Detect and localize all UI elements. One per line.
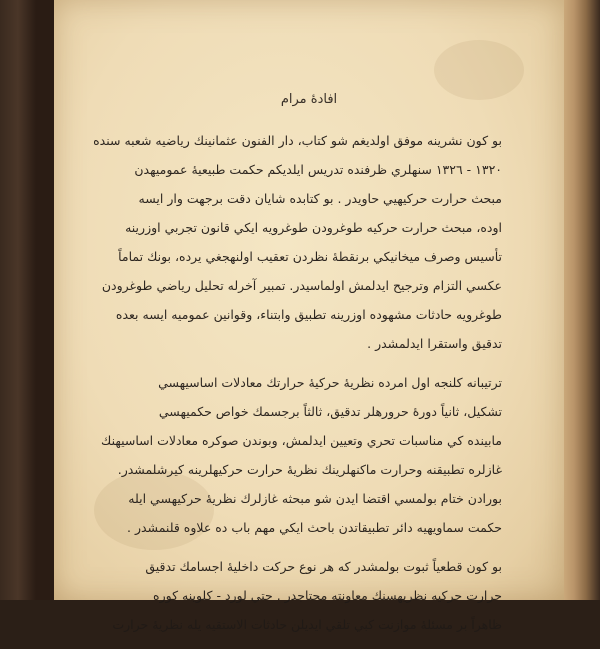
text-line: ظاهراً بر مسئلهٔ موازنت كبي تلقي ايديلن حادثات الاستقيه يله نظريهٔ حرارت xyxy=(112,617,502,632)
book-page xyxy=(54,0,564,632)
text-line: بورادن ختام بولمسي اقتضا ايدن شو مبحثه غازلرك نظريهٔ حركيهسي ايله xyxy=(128,491,502,506)
text-line: غازلره تطبيقنه وحرارت ماكنهلرينك نظريهٔ حرارت حركيهلرينه كيرشلمشدر. xyxy=(117,462,502,477)
text-line: تشكيل، ثانياً دورهٔ حرورهلر تدقيق، ثالثاً برجسمك خواص حكميهسي xyxy=(158,404,502,419)
book-spine-edge xyxy=(564,0,600,600)
text-line: حرارت حركيه نظريهسنك معاونته محتاجدر . حتي لورد - كلوينه كوره xyxy=(153,588,502,603)
text-line: مابينده كي مناسبات تحري وتعيين ايدلمش، وبوندن صوكره معادلات اساسيهنك xyxy=(101,433,502,448)
text-line: تدقيق واستقرا ايدلمشدر . xyxy=(367,336,502,351)
paper-stain xyxy=(434,40,524,100)
text-line: حكمت سماويهيه دائر تطبيقاتدن باحث ايكي مهم باب ده علاوه قلنمشدر . xyxy=(127,520,502,535)
body-text xyxy=(93,126,502,649)
text-line: ترتيبانه كلنجه اول امرده نظريهٔ حركيهٔ حرارتك معادلات اساسيهسي xyxy=(158,375,502,390)
page-header: افادهٔ مرام xyxy=(280,92,338,107)
text-line: بو كون قطعياً ثبوت بولمشدر كه هر نوع حركت داخليهٔ اجسامك تدقيق xyxy=(145,559,502,574)
text-line: ١٣٢٠ - ١٣٢٦ سنهلري ظرفنده تدريس ايلديكم حكمت طبيعيهٔ عموميهدن xyxy=(134,162,502,177)
paragraph-2 xyxy=(101,368,502,542)
text-line: تأسيس وصرف ميخانيكي برنقطهٔ نظردن تعقيب اولنهجغي يرده، بونك تماماً xyxy=(118,249,502,264)
paragraph-3 xyxy=(112,552,502,639)
paragraph-1 xyxy=(93,126,502,358)
text-line: طوغرويه حادثات مشهوده اوزرينه تطبيق وابتناء، وقوانين عموميه ايسه بعده xyxy=(115,307,502,322)
text-line: مبحث حرارت حركيهيي حاويدر . بو كتابده شايان دقت برجهت وار ايسه xyxy=(138,191,502,206)
text-line: بو كون نشرينه موفق اولديغم شو كتاب، دار الفنون عثمانينك رياضيه شعبه سنده xyxy=(93,133,502,148)
text-line: عكسي التزام وترجيح ايدلمش اولماسيدر. تمبير آخرله تحليل رياضي طوغرودن xyxy=(101,278,502,293)
text-line: اوده، مبحث حرارت حركيه طوغرودن طوغرويه ايكي قانون تجربي اوزرينه xyxy=(125,220,502,235)
